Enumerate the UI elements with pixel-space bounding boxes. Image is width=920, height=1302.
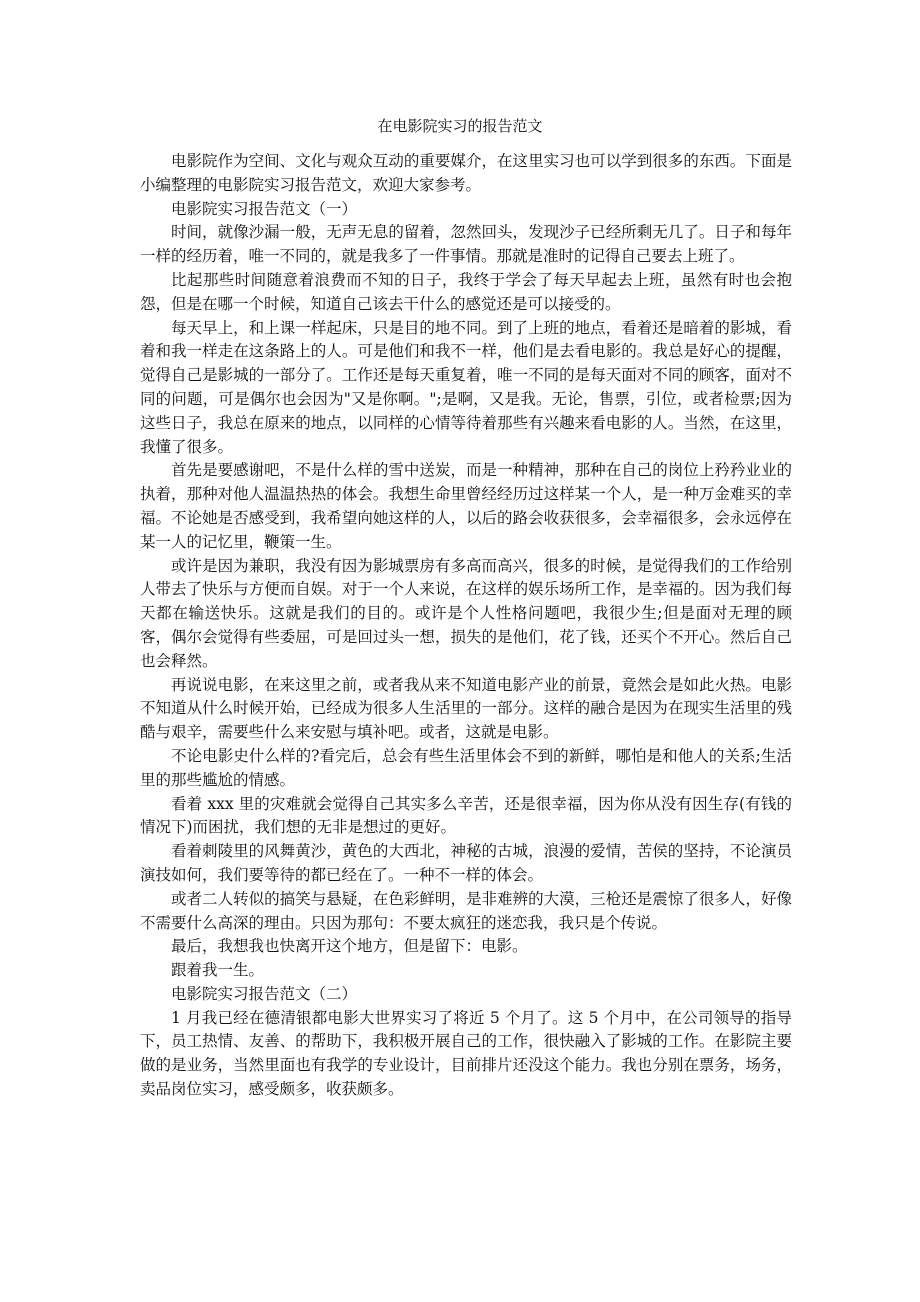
- paragraph: 比起那些时间随意着浪费而不知的日子，我终于学会了每天早起去上班，虽然有时也会抱怨，但是在哪一个时候，知道自己该去干什么的感觉还是可以接受的。: [140, 270, 792, 313]
- section-heading-2: 电影院实习报告范文（二）: [171, 984, 358, 1003]
- paragraph: 再说说电影，在来这里之前，或者我从来不知道电影产业的前景，竟然会是如此火热。电影不知道从什么时候开始，已经成为很多人生活里的一部分。这样的融合是因为在现实生活里的残酷与艰辛，需要些什么来安慰与填补吧。或者，这就是电影。: [140, 675, 792, 742]
- paragraph: 最后，我想我也快离开这个地方，但是留下：电影。: [171, 937, 528, 956]
- paragraph-intro: 电影院作为空间、文化与观众互动的重要媒介，在这里实习也可以学到很多的东西。下面是小编整理的电影院实习报告范文，欢迎大家参考。: [140, 152, 792, 194]
- paragraph: 看着 xxx 里的灾难就会觉得自己其实多么辛苦，还是很幸福，因为你从没有因生存(有钱的情况下)而困扰，我们想的无非是想过的更好。: [140, 794, 792, 837]
- paragraph: 跟着我一生。: [171, 961, 265, 980]
- paragraph: 首先是要感谢吧，不是什么样的雪中送炭，而是一种精神，那种在自己的岗位上矜矜业业的执着，那种对他人温温热热的体会。我想生命里曾经经历过这样某一个人，是一种万金难买的幸福。不论她是否感受到，我希望向她这样的人，以后的路会收获很多，会幸福很多，会永远停在某一人的记忆里，鞭策一生。: [140, 461, 792, 551]
- document-body: [140, 150, 792, 1102]
- page-title: 在电影院实习的报告范文: [377, 117, 543, 135]
- paragraph: 1 月我已经在德清银都电影大世界实习了将近 5 个月了。这 5 个月中，在公司领导的指导下，员工热情、友善、的帮助下，我积极开展自己的工作，很快融入了影城的工作。在影院主要做的是业务，当然里面也有我学的专业设计，目前排片还没这个能力。我也分别在票务，场务，卖品岗位实习，感受颇多，收获颇多。: [140, 1008, 792, 1099]
- paragraph: 或者二人转似的搞笑与悬疑，在色彩鲜明，是非难辨的大漠，三枪还是震惊了很多人，好像不需要什么高深的理由。只因为那句：不要太疯狂的迷恋我，我只是个传说。: [140, 889, 792, 932]
- paragraph: 每天早上，和上课一样起床，只是目的地不同。到了上班的地点，看着还是暗着的影城，看着和我一样走在这条路上的人。可是他们和我不一样，他们是去看电影的。我总是好心的提醒，觉得自己是影城的一部分了。工作还是每天重复着，唯一不同的是每天面对不同的顾客，面对不同的问题，可是偶尔也会因为"又是你啊。";是啊，又是我。无论，售票，引位，或者检票;因为这些日子，我总在原来的地点，以同样的心情等待着那些有兴趣来看电影的人。当然，在这里，我懂了很多。: [140, 318, 792, 456]
- paragraph: 不论电影史什么样的?看完后，总会有些生活里体会不到的新鲜，哪怕是和他人的关系;生活里的那些尴尬的情感。: [140, 746, 792, 789]
- section-heading-1: 电影院实习报告范文（一）: [171, 199, 358, 218]
- paragraph: 时间，就像沙漏一般，无声无息的留着，忽然回头，发现沙子已经所剩无几了。日子和每年一样的经历着，唯一不同的，就是我多了一件事情。那就是准时的记得自己要去上班了。: [140, 223, 792, 266]
- paragraph: 看着刺陵里的风舞黄沙，黄色的大西北，神秘的古城，浪漫的爱情，苦侯的坚持，不论演员演技如何，我们要等待的都已经在了。一种不一样的体会。: [140, 842, 792, 884]
- paragraph: 或许是因为兼职，我没有因为影城票房有多高而高兴，很多的时候，是觉得我们的工作给别人带去了快乐与方便而自娱。对于一个人来说，在这样的娱乐场所工作，是幸福的。因为我们每天都在输送快乐。这就是我们的目的。或许是个人性格问题吧，我很少生;但是面对无理的顾客，偶尔会觉得有些委屈，可是回过头一想，损失的是他们，花了钱，还买个不开心。然后自己也会释然。: [140, 556, 792, 670]
